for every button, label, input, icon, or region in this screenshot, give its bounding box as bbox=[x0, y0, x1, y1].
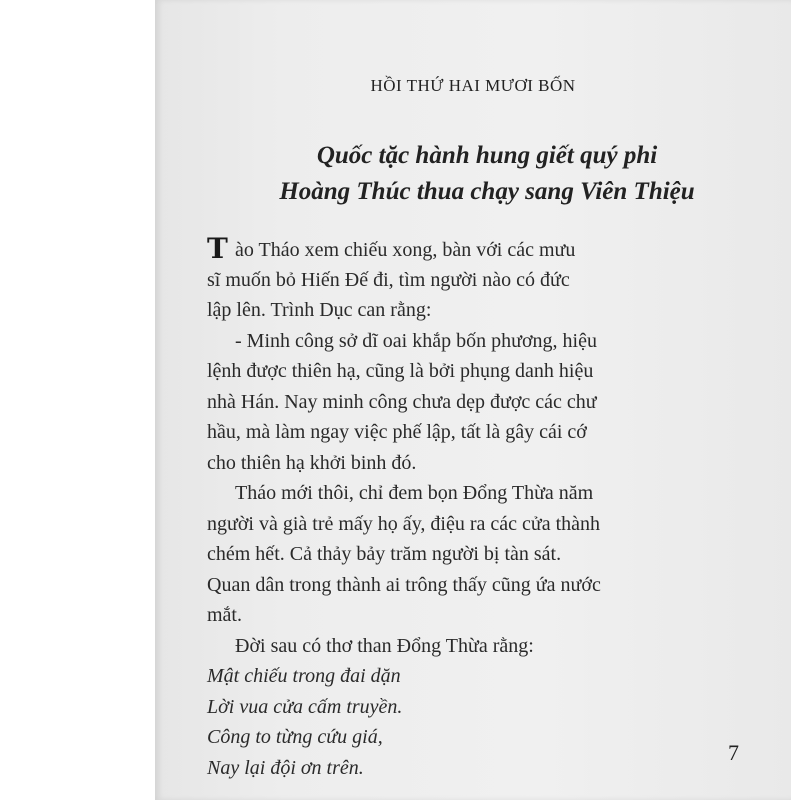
paragraph-1-line-3: lập lên. Trình Dục can rằng: bbox=[207, 299, 432, 321]
body-text bbox=[207, 234, 747, 783]
paragraph-1-line-2: sĩ muốn bỏ Hiến Đế đi, tìm người nào có đức bbox=[207, 268, 570, 291]
poem-line-2: Lời vua cửa cấm truyền. bbox=[207, 695, 403, 718]
paragraph-1-text: ào Tháo xem chiếu xong, bàn với các mưu bbox=[235, 239, 576, 261]
title-line-1: Quốc tặc hành hung giết quý phi bbox=[316, 142, 658, 169]
book-page bbox=[155, 0, 791, 800]
paragraph-2-line-4: hầu, mà làm ngay việc phế lập, tất là gây cái cớ bbox=[207, 421, 587, 443]
paragraph-2-line-1: - Minh công sở dĩ oai khắp bốn phương, hiệu bbox=[235, 329, 597, 352]
paragraph-1-line-1 bbox=[207, 234, 747, 265]
paragraph-3-line-2: người và già trẻ mấy họ ấy, điệu ra các cửa thành bbox=[207, 512, 601, 535]
paragraph-2-line-5: cho thiên hạ khởi binh đó. bbox=[207, 451, 417, 474]
chapter-heading: HỒI THỨ HAI MƯƠI BỐN bbox=[370, 76, 576, 95]
paragraph-4: Đời sau có thơ than Đổng Thừa rằng: bbox=[235, 634, 534, 657]
page-number: 7 bbox=[728, 740, 739, 765]
paragraph-2-line-2: lệnh được thiên hạ, cũng là bởi phụng danh hiệu bbox=[207, 360, 594, 382]
paragraph-3-line-5: mắt. bbox=[207, 604, 242, 626]
poem-line-3: Công to từng cứu giá, bbox=[207, 726, 383, 748]
paragraph-3-line-3: chém hết. Cả thảy bảy trăm người bị tàn sát. bbox=[207, 543, 562, 565]
title-line-2: Hoàng Thúc thua chạy sang Viên Thiệu bbox=[279, 178, 695, 205]
drop-cap: T bbox=[207, 232, 228, 265]
paragraph-3-line-4: Quan dân trong thành ai trông thấy cũng ứa nước bbox=[207, 573, 601, 596]
poem-line-1: Mật chiếu trong đai dặn bbox=[207, 665, 401, 687]
poem-line-4: Nay lại đội ơn trên. bbox=[207, 756, 364, 779]
paragraph-2-line-3: nhà Hán. Nay minh công chưa dẹp được các chư bbox=[207, 390, 597, 413]
paragraph-3-line-1: Tháo mới thôi, chỉ đem bọn Đổng Thừa năm bbox=[235, 482, 594, 504]
chapter-title bbox=[155, 138, 791, 210]
